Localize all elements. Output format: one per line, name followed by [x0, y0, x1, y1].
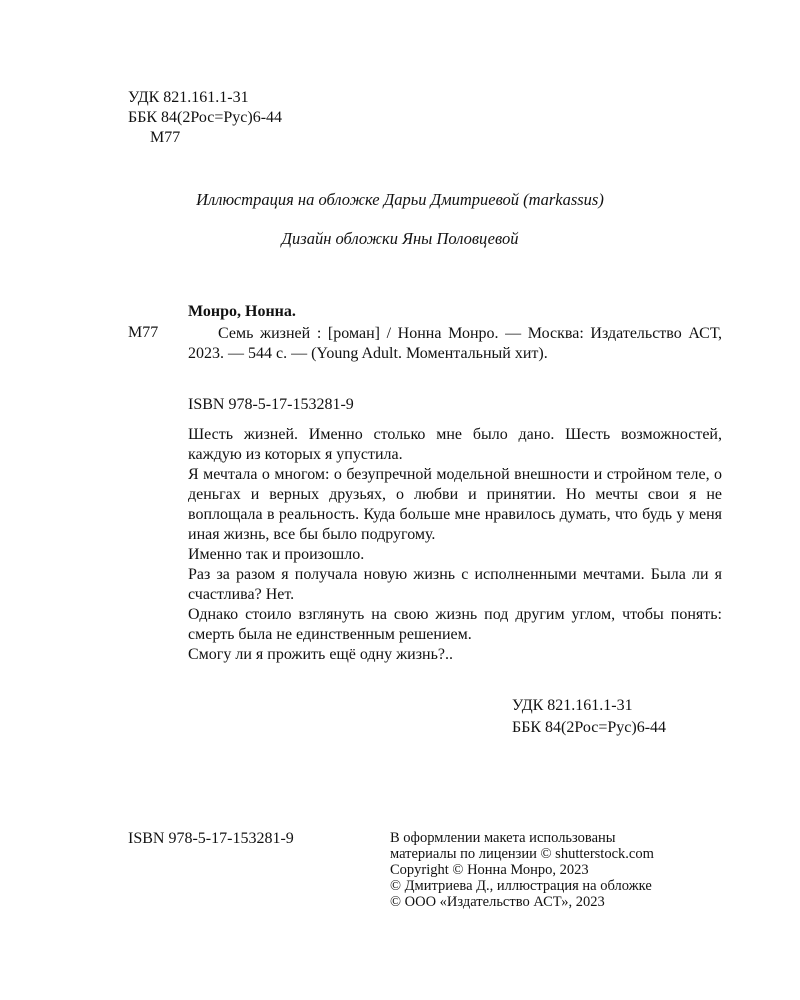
annotation — [188, 425, 722, 665]
annotation-paragraph: Я мечтала о многом: о безупречной модельной внешности и стройном теле, о деньгах и верных друзьях, о любви и принятии. Но мечты свои я не воплощала в реальность. Куда больше мне нравилось думать, что будь у меня иная жизнь, все бы было подругому. — [188, 466, 722, 543]
design-credit: Дизайн обложки Яны Половцевой — [281, 229, 519, 248]
udk-code: УДК 821.161.1-31 — [128, 89, 249, 106]
copyright-line: В оформлении макета использованы — [390, 830, 616, 846]
entry-author: Монро, Нонна. — [188, 303, 296, 320]
annotation-paragraph: Раз за разом я получала новую жизнь с исполненными мечтами. Была ли я счастлива? Нет. — [188, 566, 722, 603]
classification-codes-repeat — [512, 695, 666, 739]
udk-code-repeat: УДК 821.161.1-31 — [512, 697, 633, 714]
entry-side-code: М77 — [128, 324, 159, 341]
copyright-block — [390, 830, 654, 910]
annotation-paragraph: Шесть жизней. Именно столько мне было дано. Шесть возможностей, каждую из которых я упустила. — [188, 426, 722, 463]
illustration-credit: Иллюстрация на обложке Дарьи Дмитриевой (markassus) — [196, 190, 604, 209]
copyright-line: Copyright © Нонна Монро, 2023 — [390, 862, 589, 878]
copyright-line: материалы по лицензии © shutterstock.com — [390, 846, 654, 862]
author-code: М77 — [150, 129, 181, 146]
annotation-paragraph: Именно так и произошло. — [188, 546, 365, 563]
annotation-paragraph: Однако стоило взглянуть на свою жизнь под другим углом, чтобы понять: смерть была не единственным решением. — [188, 606, 722, 643]
bbk-code: ББК 84(2Рос=Рус)6-44 — [128, 109, 283, 126]
entry-isbn: ISBN 978-5-17-153281-9 — [188, 396, 354, 413]
copyright-line: © ООО «Издательство АСТ», 2023 — [390, 894, 605, 910]
annotation-paragraph: Смогу ли я прожить ещё одну жизнь?.. — [188, 646, 453, 663]
bbk-code-repeat: ББК 84(2Рос=Рус)6-44 — [512, 719, 667, 736]
footer-isbn: ISBN 978-5-17-153281-9 — [128, 830, 294, 847]
bibliographic-description: Семь жизней : [роман] / Нонна Монро. — Москва: Издательство АСТ, 2023. — 544 с. — (Young Adult. Моментальный хит). — [188, 325, 722, 362]
classification-codes — [128, 88, 282, 148]
copyright-line: © Дмитриева Д., иллюстрация на обложке — [390, 878, 652, 894]
